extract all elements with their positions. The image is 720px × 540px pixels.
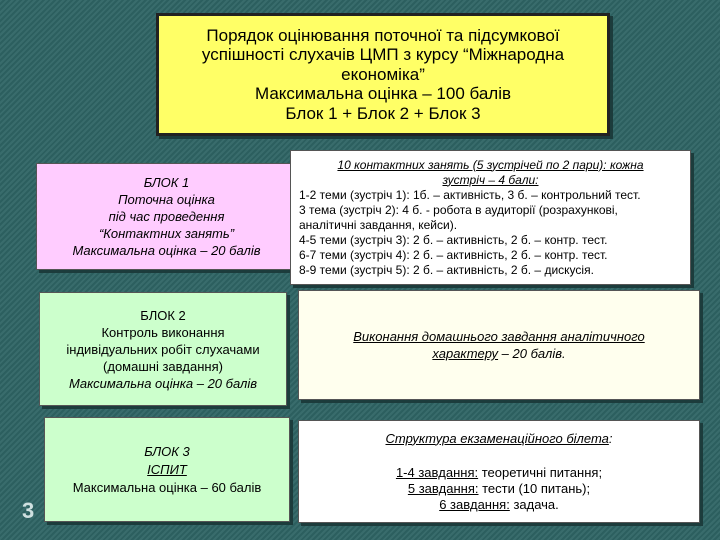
block-1-max-score: Максимальна оцінка – 20 балів [72, 243, 261, 258]
contact-sessions-box [290, 150, 691, 285]
exam-heading-text: Структура екзаменаційного білета [385, 430, 609, 446]
exam-row-2 [408, 481, 590, 497]
homework-line-1: Виконання домашнього завдання аналітичного [353, 329, 645, 344]
block-3-max-score: Максимальна оцінка – 60 балів [72, 479, 262, 495]
block-2-max-score: Максимальна оцінка – 20 балів [68, 375, 258, 391]
contact-item-4: 4-5 теми (зустріч 3): 2 б. – активність, 2 б. – контр. тест. [299, 232, 608, 247]
slide-number: 3 [22, 498, 35, 523]
contact-heading-2: зустріч – 4 бали: [442, 172, 539, 187]
contact-item-6: 8-9 теми (зустріч 5): 2 б. – активність, 2 б. – дискусія. [299, 262, 594, 277]
max-score-line: Максимальна оцінка – 100 балів [254, 84, 512, 104]
exam-row-3-label: 6 завдання: [439, 496, 510, 512]
exam-structure-box [298, 420, 700, 523]
exam-row-1-text: теоретичні питання; [478, 464, 603, 480]
block-1-line-3: під час проведення [108, 209, 225, 224]
title-box [156, 13, 610, 136]
block-2-line-4: (домашні завдання) [103, 358, 223, 374]
homework-box [298, 290, 700, 400]
exam-heading-colon: : [608, 430, 613, 446]
exam-row-1-label: 1-4 завдання: [395, 464, 479, 480]
block-1-title: БЛОК 1 [143, 175, 190, 190]
block-2-title: БЛОК 2 [140, 307, 186, 323]
exam-heading [386, 431, 613, 447]
exam-row-2-text: тести (10 питань); [478, 480, 591, 496]
title-line-2: успішності слухачів ЦМП з курсу “Міжнародна [201, 45, 565, 65]
title-line-1: Порядок оцінювання поточної та підсумкової [206, 25, 560, 45]
homework-line-2-rest: – 20 балів. [498, 346, 566, 361]
block-1-box [36, 163, 297, 270]
contact-item-5: 6-7 теми (зустріч 4): 2 б. – активність, 2 б. – контр. тест. [299, 247, 608, 262]
contact-item-2: 3 тема (зустріч 2): 4 б. - робота в аудиторії (розрахункові, [299, 202, 618, 217]
homework-line-2 [432, 345, 565, 362]
contact-item-3: аналітичні завдання, кейси). [299, 217, 458, 232]
exam-row-3-text: задача. [509, 496, 559, 512]
block-1-line-4: “Контактних занять” [98, 226, 235, 241]
block-3-title: БЛОК 3 [144, 443, 190, 459]
exam-row-3 [439, 497, 559, 513]
block-3-box [44, 417, 290, 522]
blocks-formula-line: Блок 1 + Блок 2 + Блок 3 [285, 103, 481, 123]
block-2-box [39, 292, 287, 406]
homework-line-2-underlined: характеру [432, 346, 499, 361]
block-2-line-3: індивідуальних робіт слухачами [66, 341, 260, 357]
contact-item-1: 1-2 теми (зустріч 1): 1б. – активність, 3 б. – контрольний тест. [299, 187, 641, 202]
exam-row-2-label: 5 завдання: [407, 480, 479, 496]
block-3-exam: ІСПИТ [147, 461, 187, 477]
contact-heading-1: 10 контактних занять (5 зустрічей по 2 пари): кожна [337, 157, 644, 172]
exam-row-1 [396, 465, 602, 481]
title-line-3: економіка” [341, 64, 425, 84]
block-1-line-2: Поточна оцінка [118, 192, 215, 207]
block-2-line-2: Контроль виконання [101, 324, 225, 340]
